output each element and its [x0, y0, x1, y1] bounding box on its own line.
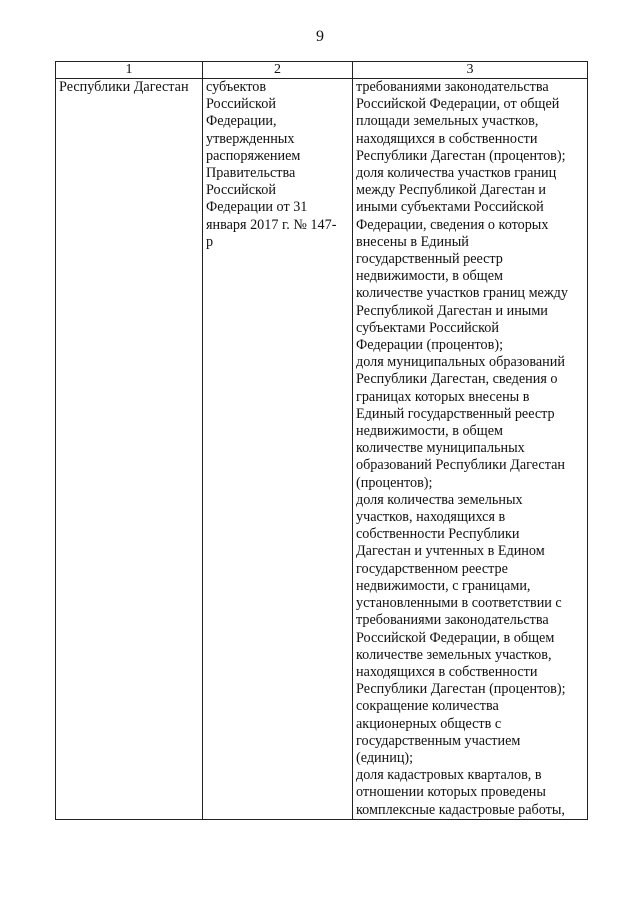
cell-text-line: находящихся в собственности — [356, 663, 538, 680]
column-header-3: 3 — [353, 62, 588, 79]
data-table — [55, 61, 588, 820]
cell-text-line: доля количества земельных — [356, 491, 523, 508]
cell-text-line: требованиями законодательства — [356, 79, 549, 95]
cell-text-line: Республикой Дагестан и иными — [356, 302, 548, 319]
cell-text-line: количестве земельных участков, — [356, 646, 552, 663]
cell-text-line: недвижимости, с границами, — [356, 577, 531, 594]
cell-text-line: между Республикой Дагестан и — [356, 182, 546, 199]
cell-text-line: внесены в Единый — [356, 233, 469, 250]
cell-text-line: Федерации, — [206, 113, 277, 130]
cell-text-line: находящихся в собственности — [356, 130, 538, 147]
basis-cell — [203, 79, 353, 820]
cell-text-line: (процентов); — [356, 474, 433, 491]
cell-text-line: Российской Федерации, в общем — [356, 629, 555, 646]
cell-text-line: января 2017 г. № 147- — [206, 216, 337, 233]
cell-text-line: недвижимости, в общем — [356, 268, 503, 285]
cell-text-line: (единиц); — [356, 749, 414, 766]
cell-text-line: акционерных обществ с — [356, 715, 502, 732]
cell-text-line: р — [206, 233, 214, 250]
cell-text-line: государственным участием — [356, 732, 521, 749]
table-row — [56, 79, 588, 820]
cell-text-line: Российской — [206, 96, 276, 113]
column-header-1: 1 — [56, 62, 203, 79]
cell-text-line: доля муниципальных образований — [356, 354, 565, 371]
column-header-2: 2 — [203, 62, 353, 79]
cell-text-line: иными субъектами Российской — [356, 199, 544, 216]
cell-text-line: Дагестан и учтенных в Едином — [356, 543, 545, 560]
cell-text-line: границах которых внесены в — [356, 388, 530, 405]
cell-text-line: Федерации от 31 — [206, 199, 308, 216]
cell-text-line: Единый государственный реестр — [356, 405, 555, 422]
cell-text-line: Республики Дагестан, сведения о — [356, 371, 558, 388]
indicators-cell — [353, 79, 588, 820]
cell-text-line: Федерации (процентов); — [356, 337, 504, 354]
page-number: 9 — [316, 28, 324, 45]
cell-text-line: государственный реестр — [356, 251, 503, 268]
cell-text-line: установленными в соответствии с — [356, 595, 562, 612]
cell-text-line: количестве муниципальных — [356, 440, 525, 457]
cell-text-line: Правительства — [206, 165, 296, 182]
cell-text-line: распоряжением — [206, 147, 301, 164]
cell-text-line: участков, находящихся в — [356, 509, 506, 526]
cell-text-line: государственном реестре — [356, 560, 508, 577]
cell-text-line: образований Республики Дагестан — [356, 457, 565, 474]
cell-text-line: Российской — [206, 182, 276, 199]
cell-text-line: количестве участков границ между — [356, 285, 568, 302]
cell-text-line: Республики Дагестан (процентов); — [356, 681, 566, 698]
table-header-row — [56, 62, 588, 79]
cell-text-line: Российской Федерации, от общей — [356, 96, 560, 113]
cell-text-line: недвижимости, в общем — [356, 423, 503, 440]
cell-text-line: субъектов — [206, 79, 267, 95]
cell-text-line: сокращение количества — [356, 698, 499, 715]
cell-text-line: площади земельных участков, — [356, 113, 539, 130]
cell-text-line: собственности Республики — [356, 526, 520, 543]
cell-text-line: отношении которых проведены — [356, 784, 546, 801]
cell-text-line: Республики Дагестан — [59, 79, 189, 95]
cell-text-line: утвержденных — [206, 130, 295, 147]
cell-text-line: субъектами Российской — [356, 319, 499, 336]
cell-text-line: Федерации, сведения о которых — [356, 216, 549, 233]
cell-text-line: требованиями законодательства — [356, 612, 549, 629]
cell-text-line: комплексные кадастровые работы, — [356, 801, 565, 818]
cell-text-line: Республики Дагестан (процентов); — [356, 147, 566, 164]
cell-text-line: доля кадастровых кварталов, в — [356, 767, 542, 784]
region-cell — [56, 79, 203, 820]
cell-text-line: доля количества участков границ — [356, 165, 557, 182]
